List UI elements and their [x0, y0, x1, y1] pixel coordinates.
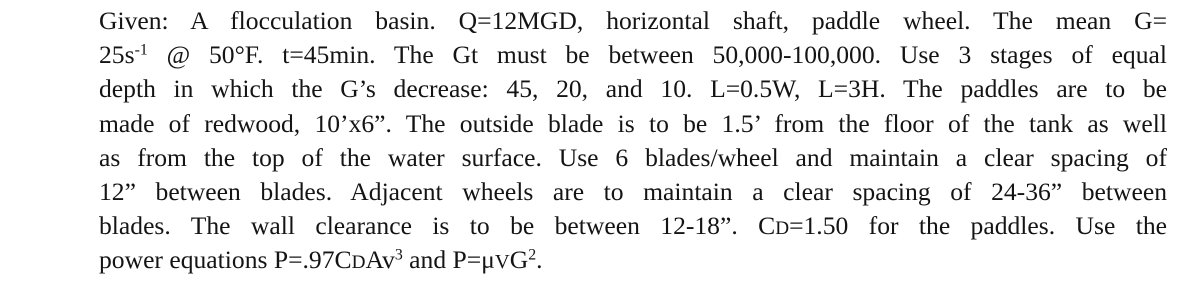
- line8-text-a: power equations P=.97C: [99, 245, 352, 275]
- line2-exponent: -1: [134, 41, 148, 59]
- line8-subscript: D: [351, 252, 366, 274]
- line2-text-a: 25s: [99, 40, 135, 70]
- line8-text-d: G: [509, 245, 529, 275]
- line7-text-b: =1.50 for the paddles. Use the: [789, 211, 1167, 241]
- line8-volume-symbol: V: [494, 251, 510, 274]
- problem-line-4: made of redwood, 10’x6”. The outside blade is to be 1.5’ from the floor of the tank as well: [99, 108, 1167, 138]
- line2-text-b: @ 50°F. t=45min. The Gt must be between 50,000-100,000. Use 3 stages of equal: [147, 40, 1167, 70]
- problem-line-7: [99, 209, 1167, 243]
- line7-subscript: D: [775, 218, 790, 240]
- problem-statement: [99, 4, 1167, 278]
- line7-text-a: blades. The wall clearance is to be between 12-18”. C: [99, 211, 776, 241]
- problem-line-8: [99, 243, 1167, 277]
- problem-line-1: Given: A flocculation basin. Q=12MGD, horizontal shaft, paddle wheel. The mean G=: [99, 6, 1167, 35]
- problem-line-5: as from the top of the water surface. Use 6 blades/wheel and maintain a clear spacing of: [99, 142, 1167, 172]
- problem-line-2: [99, 38, 1167, 72]
- line8-exponent-cube: 3: [394, 246, 403, 264]
- problem-line-6: 12” between blades. Adjacent wheels are to maintain a clear spacing of 24-36” between: [99, 176, 1167, 206]
- line8-text-e: .: [536, 245, 543, 275]
- line8-exponent-square: 2: [528, 246, 537, 264]
- line8-text-c: and P=μ: [402, 245, 495, 275]
- problem-line-3: depth in which the G’s decrease: 45, 20, and 10. L=0.5W, L=3H. The paddles are to be: [99, 74, 1167, 104]
- line8-text-b: Av: [365, 245, 395, 275]
